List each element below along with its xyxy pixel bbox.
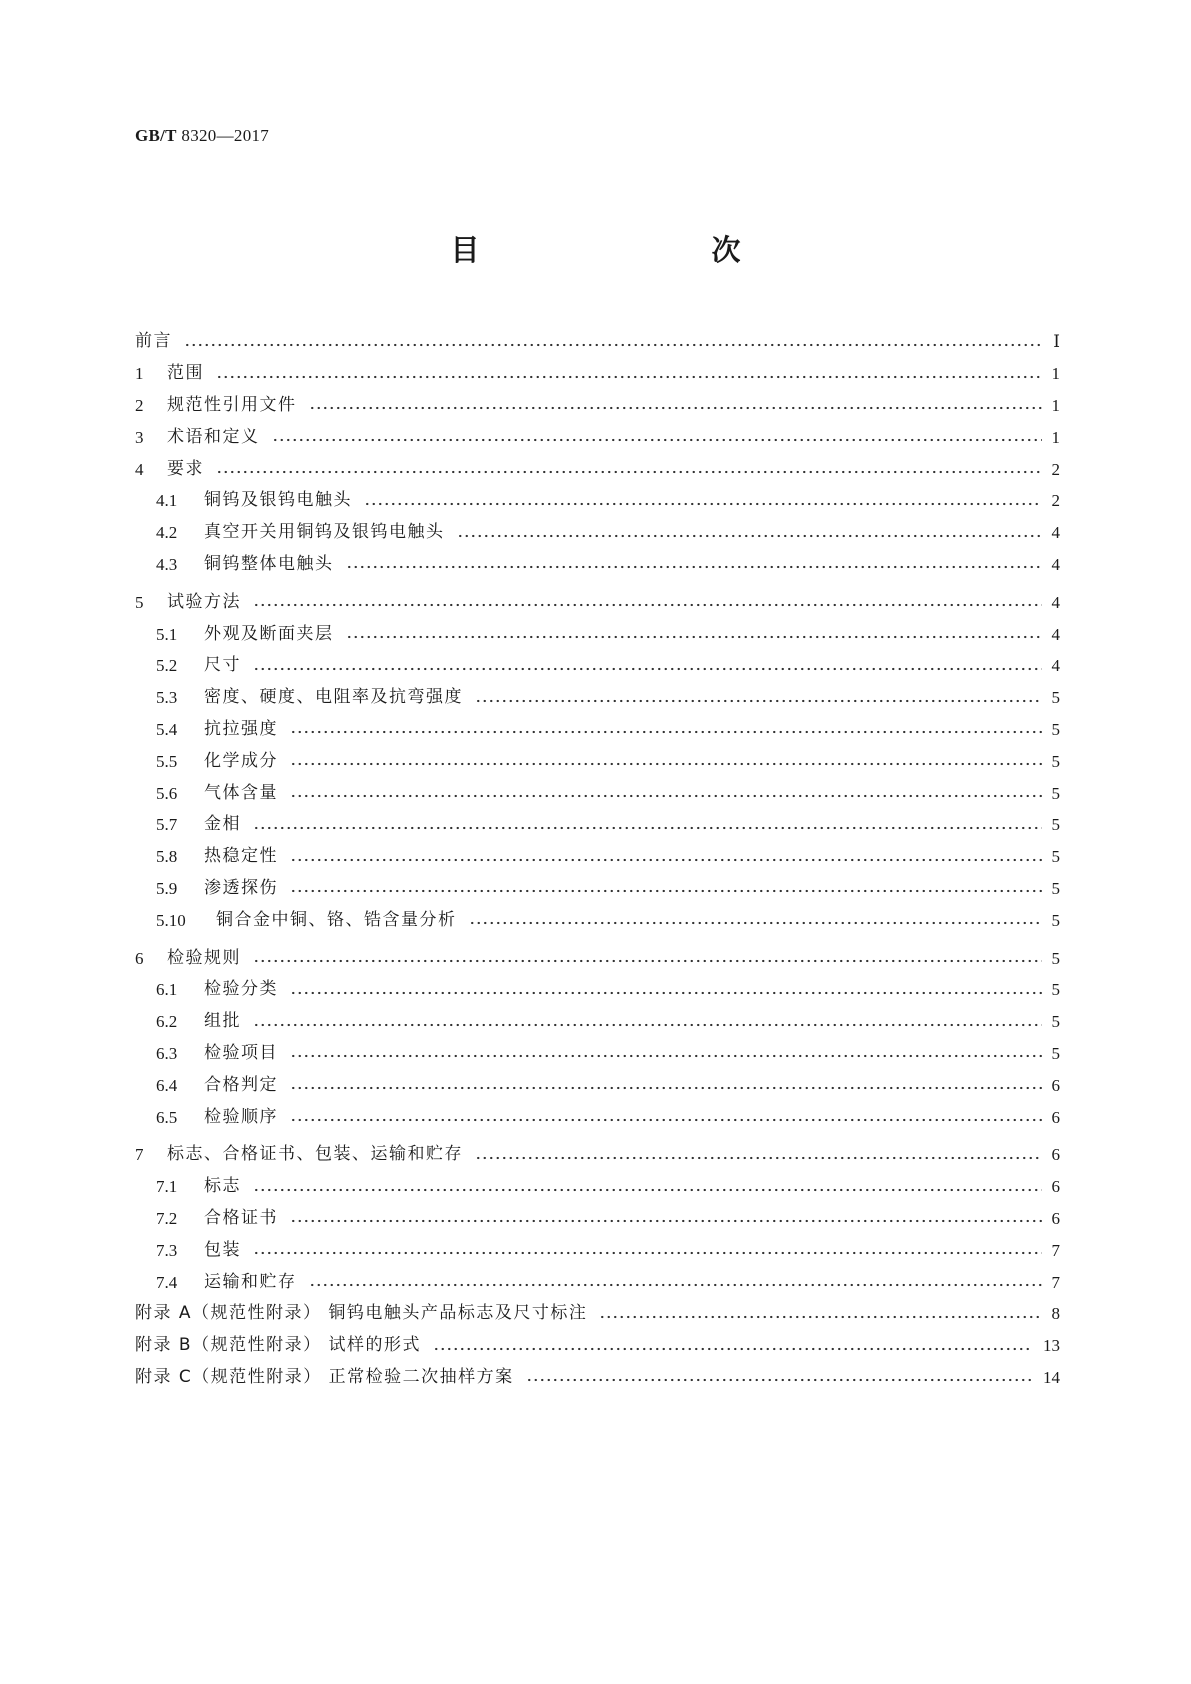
- toc-entry[interactable]: [135, 485, 1060, 517]
- toc-entry-title: 铜合金中铜、铬、锆含量分析: [216, 909, 457, 930]
- toc-entry-page: 7: [1051, 1240, 1060, 1260]
- toc-entry-number: 6.4: [156, 1075, 178, 1095]
- toc-entry-title: 组批: [204, 1011, 241, 1032]
- toc-entry-title: 附录 A（规范性附录） 铜钨电触头产品标志及尺寸标注: [135, 1303, 588, 1324]
- toc-dot-leader: [457, 533, 1042, 539]
- toc-entry-title: 包装: [204, 1239, 241, 1260]
- toc-entry-title: 化学成分: [204, 750, 278, 771]
- standard-code: [135, 126, 269, 146]
- toc-entry-number: 5.3: [156, 688, 178, 708]
- toc-entry-page: 5: [1051, 948, 1060, 968]
- toc-dot-leader: [290, 990, 1042, 996]
- toc-entry-page: 5: [1051, 783, 1060, 803]
- toc-entry-title: 尺寸: [204, 655, 241, 676]
- toc-entry-number: 6: [135, 948, 144, 968]
- toc-entry-title: 检验顺序: [204, 1106, 278, 1127]
- toc-entry-page: 5: [1051, 878, 1060, 898]
- toc-entry-page: 5: [1051, 751, 1060, 771]
- toc-entry-number: 6.1: [156, 980, 178, 1000]
- toc-entry-page: 8: [1051, 1304, 1060, 1324]
- toc-dot-leader: [346, 634, 1042, 640]
- toc-entry-title: 铜钨及银钨电触头: [204, 490, 352, 511]
- toc-entry[interactable]: [135, 942, 1060, 974]
- toc-entry-number: 7.1: [156, 1177, 178, 1197]
- toc-entry-page: 6: [1051, 1208, 1060, 1228]
- toc-entry-page: 5: [1051, 688, 1060, 708]
- toc-entry[interactable]: [135, 841, 1060, 873]
- toc-entry[interactable]: [135, 1069, 1060, 1101]
- toc-entry-page: 5: [1051, 1043, 1060, 1063]
- toc-entry[interactable]: [135, 873, 1060, 905]
- toc-entry-title: 标志: [204, 1176, 241, 1197]
- toc-entry-title: 密度、硬度、电阻率及抗弯强度: [204, 687, 463, 708]
- toc-entry-page: 5: [1051, 1012, 1060, 1032]
- toc-dot-leader: [475, 1155, 1042, 1161]
- toc-dot-leader: [272, 437, 1042, 443]
- toc-entry-number: 7: [135, 1145, 144, 1165]
- toc-entry-page: 5: [1051, 719, 1060, 739]
- toc-entry-page: 5: [1051, 847, 1060, 867]
- toc-dot-leader: [599, 1314, 1041, 1320]
- toc-entry-number: 7.3: [156, 1240, 178, 1260]
- toc-entry-number: 1: [135, 364, 144, 384]
- table-of-contents: [135, 326, 1060, 1393]
- toc-entry-number: 6.2: [156, 1012, 178, 1032]
- toc-entry-number: 6.3: [156, 1043, 178, 1063]
- toc-entry-title: 范围: [167, 363, 204, 384]
- toc-entry-title: 前言: [135, 331, 172, 352]
- toc-dot-leader: [290, 1117, 1042, 1123]
- toc-entry[interactable]: [135, 1362, 1060, 1394]
- toc-dot-leader: [253, 825, 1042, 831]
- toc-entry-title: 合格证书: [204, 1207, 278, 1228]
- toc-dot-leader: [290, 1218, 1042, 1224]
- toc-entry[interactable]: [135, 421, 1060, 453]
- toc-entry-page: 14: [1043, 1367, 1060, 1387]
- toc-dot-leader: [309, 1282, 1042, 1288]
- toc-entry-title: 合格判定: [204, 1074, 278, 1095]
- toc-dot-leader: [290, 793, 1042, 799]
- toc-entry-page: 4: [1051, 624, 1060, 644]
- toc-entry-title: 检验规则: [167, 947, 241, 968]
- toc-dot-leader: [253, 666, 1042, 672]
- toc-entry-title: 附录 B（规范性附录） 试样的形式: [135, 1335, 421, 1356]
- toc-entry-number: 4.2: [156, 523, 178, 543]
- toc-dot-leader: [346, 564, 1042, 570]
- toc-entry-number: 3: [135, 427, 144, 447]
- toc-dot-leader: [253, 958, 1042, 964]
- toc-entry-page: 1: [1051, 364, 1060, 384]
- toc-entry[interactable]: [135, 1101, 1060, 1133]
- toc-entry-title: 抗拉强度: [204, 718, 278, 739]
- toc-entry[interactable]: [135, 1038, 1060, 1070]
- toc-entry[interactable]: [135, 904, 1060, 936]
- toc-dot-leader: [364, 501, 1042, 507]
- toc-entry-title: 运输和贮存: [204, 1271, 297, 1292]
- toc-entry-title: 标志、合格证书、包装、运输和贮存: [167, 1144, 463, 1165]
- toc-entry-number: 4.3: [156, 554, 178, 574]
- toc-entry[interactable]: [135, 1266, 1060, 1298]
- toc-entry[interactable]: [135, 1006, 1060, 1038]
- toc-entry-page: 6: [1051, 1177, 1060, 1197]
- toc-entry-title: 金相: [204, 814, 241, 835]
- toc-entry-page: 5: [1051, 910, 1060, 930]
- toc-entry-title: 检验分类: [204, 979, 278, 1000]
- toc-dot-leader: [184, 342, 1042, 348]
- toc-entry-number: 6.5: [156, 1107, 178, 1127]
- toc-entry[interactable]: [135, 650, 1060, 682]
- toc-entry-page: 4: [1051, 592, 1060, 612]
- toc-entry-title: 附录 C（规范性附录） 正常检验二次抽样方案: [135, 1366, 514, 1387]
- toc-entry-number: 5.10: [156, 910, 186, 930]
- toc-entry-title: 检验项目: [204, 1042, 278, 1063]
- toc-entry-title: 热稳定性: [204, 846, 278, 867]
- toc-dot-leader: [290, 888, 1042, 894]
- toc-entry-page: 2: [1051, 491, 1060, 511]
- toc-entry-number: 2: [135, 395, 144, 415]
- toc-entry[interactable]: [135, 1203, 1060, 1235]
- toc-dot-leader: [253, 1250, 1042, 1256]
- toc-dot-leader: [290, 729, 1042, 735]
- standard-prefix: GB/T: [135, 126, 177, 145]
- toc-entry[interactable]: [135, 1330, 1060, 1362]
- toc-entry[interactable]: [135, 618, 1060, 650]
- toc-entry-title: 外观及断面夹层: [204, 623, 334, 644]
- toc-entry-page: 1: [1051, 427, 1060, 447]
- toc-entry[interactable]: [135, 390, 1060, 422]
- toc-entry[interactable]: [135, 809, 1060, 841]
- toc-entry[interactable]: [135, 1298, 1060, 1330]
- toc-entry-number: 5.6: [156, 783, 178, 803]
- toc-entry[interactable]: [135, 358, 1060, 390]
- toc-entry-page: 5: [1051, 815, 1060, 835]
- toc-entry[interactable]: [135, 549, 1060, 581]
- toc-entry-title: 试验方法: [167, 591, 241, 612]
- toc-dot-leader: [433, 1346, 1033, 1352]
- toc-entry-number: 4.1: [156, 491, 178, 511]
- toc-entry[interactable]: [135, 517, 1060, 549]
- toc-entry-title: 规范性引用文件: [167, 394, 297, 415]
- toc-entry-page: 2: [1051, 459, 1060, 479]
- toc-entry-number: 5.4: [156, 719, 178, 739]
- toc-dot-leader: [290, 1053, 1042, 1059]
- toc-entry-page: 4: [1051, 656, 1060, 676]
- toc-dot-leader: [475, 698, 1042, 704]
- toc-entry-page: 4: [1051, 523, 1060, 543]
- toc-entry-number: 5: [135, 592, 144, 612]
- toc-entry-page: Ⅰ: [1053, 332, 1060, 352]
- toc-entry[interactable]: [135, 1139, 1060, 1171]
- toc-dot-leader: [290, 1085, 1042, 1091]
- toc-entry-number: 7.4: [156, 1272, 178, 1292]
- toc-entry-number: 5.9: [156, 878, 178, 898]
- toc-entry-page: 5: [1051, 980, 1060, 1000]
- toc-dot-leader: [216, 374, 1042, 380]
- toc-entry-number: 5.2: [156, 656, 178, 676]
- toc-entry-number: 5.8: [156, 847, 178, 867]
- toc-dot-leader: [253, 1187, 1042, 1193]
- toc-entry-title: 铜钨整体电触头: [204, 553, 334, 574]
- toc-dot-leader: [290, 857, 1042, 863]
- toc-entry-page: 1: [1051, 395, 1060, 415]
- toc-entry[interactable]: [135, 1171, 1060, 1203]
- toc-entry-title: 术语和定义: [167, 426, 260, 447]
- toc-entry[interactable]: [135, 1234, 1060, 1266]
- toc-dot-leader: [469, 920, 1042, 926]
- toc-entry-number: 4: [135, 459, 144, 479]
- toc-entry-page: 6: [1051, 1107, 1060, 1127]
- toc-entry[interactable]: [135, 745, 1060, 777]
- toc-dot-leader: [253, 1022, 1042, 1028]
- page-title: 目 次: [450, 233, 799, 267]
- toc-entry-page: 6: [1051, 1145, 1060, 1165]
- toc-entry[interactable]: [135, 326, 1060, 358]
- toc-entry-number: 7.2: [156, 1208, 178, 1228]
- toc-entry-title: 真空开关用铜钨及银钨电触头: [204, 522, 445, 543]
- toc-dot-leader: [309, 405, 1042, 411]
- toc-entry[interactable]: [135, 777, 1060, 809]
- toc-entry[interactable]: [135, 682, 1060, 714]
- toc-entry-page: 4: [1051, 554, 1060, 574]
- toc-dot-leader: [216, 469, 1042, 475]
- toc-entry-page: 13: [1043, 1336, 1060, 1356]
- toc-entry-title: 气体含量: [204, 782, 278, 803]
- toc-entry-title: 要求: [167, 458, 204, 479]
- standard-number: 8320—2017: [181, 126, 270, 145]
- toc-entry-page: 7: [1051, 1272, 1060, 1292]
- toc-dot-leader: [290, 761, 1042, 767]
- toc-dot-leader: [253, 602, 1042, 608]
- toc-entry-number: 5.5: [156, 751, 178, 771]
- toc-entry[interactable]: [135, 714, 1060, 746]
- toc-dot-leader: [526, 1377, 1033, 1383]
- toc-entry-number: 5.7: [156, 815, 178, 835]
- toc-entry[interactable]: [135, 974, 1060, 1006]
- toc-entry[interactable]: [135, 453, 1060, 485]
- toc-entry-number: 5.1: [156, 624, 178, 644]
- toc-entry[interactable]: [135, 586, 1060, 618]
- toc-entry-title: 渗透探伤: [204, 877, 278, 898]
- toc-entry-page: 6: [1051, 1075, 1060, 1095]
